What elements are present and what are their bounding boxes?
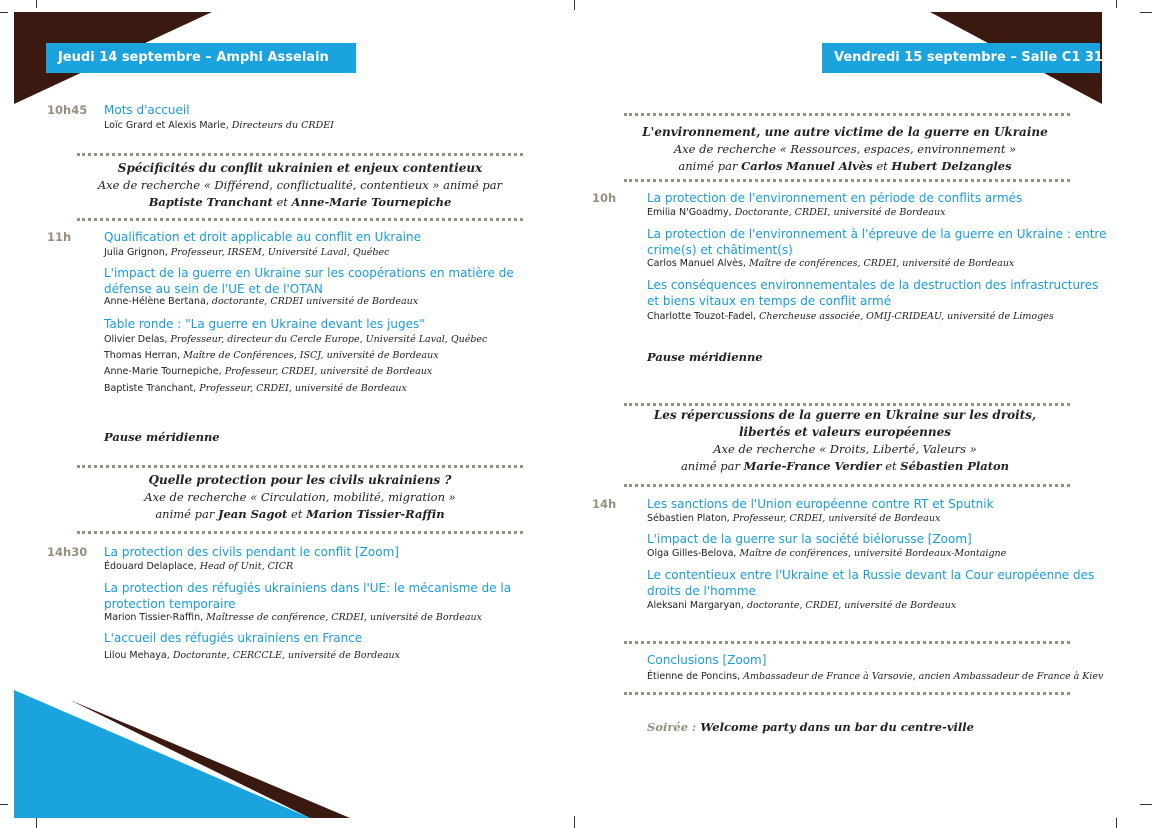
section-divider — [624, 484, 1070, 487]
lunch-break: Pause méridienne — [104, 430, 220, 444]
section-divider — [624, 179, 1070, 182]
time-slot: 11h — [47, 230, 72, 244]
speaker-line: Charlotte Touzot-Fadel, Chercheuse associée, OMIJ-CRIDEAU, université de Limoges — [647, 311, 1054, 322]
speaker-line: Julia Grignon, Professeur, IRSEM, Université Laval, Québec — [104, 247, 390, 258]
talk-title: Mots d'accueil — [104, 103, 190, 117]
talk-title: L'impact de la guerre sur la société biélorusse [Zoom] — [647, 532, 972, 546]
time-slot: 10h45 — [47, 103, 88, 117]
speaker-line: Anne-Hélène Bertana, doctorante, CRDEI université de Bordeaux — [104, 296, 419, 307]
speaker-line: Aleksani Margaryan, doctorante, CRDEI, université de Bordeaux — [647, 600, 957, 611]
talk-title: Conclusions [Zoom] — [647, 653, 767, 667]
speaker-line: Thomas Herran, Maître de Conférences, ISCJ, université de Bordeaux — [104, 350, 439, 361]
speaker-line: Édouard Delaplace, Head of Unit, CICR — [104, 561, 294, 572]
speaker-line: Carlos Manuel Alvès, Maître de conférences, CRDEI, université de Bordeaux — [647, 258, 1015, 269]
section-divider — [624, 692, 1070, 695]
speaker-line: Baptiste Tranchant, Professeur, CRDEI, université de Bordeaux — [104, 383, 407, 394]
speaker-line: Sébastien Platon, Professeur, CRDEI, université de Bordeaux — [647, 513, 941, 524]
talk-title: Le contentieux entre l'Ukraine et la Russie devant la Cour européenne des droits de l'homme — [647, 568, 1095, 598]
talk-title: La protection de l'environnement en période de conflits armés — [647, 191, 1023, 205]
speaker-line: Lilou Mehaya, Doctorante, CERCCLE, université de Bordeaux — [104, 650, 400, 661]
section-header: Les répercussions de la guerre en Ukraine sur les droits, libertés et valeurs européennes Axe de recherche « Droits, Liberté, Valeurs » animé par Marie-France Verdier et Sébastien Platon — [653, 408, 1037, 473]
day-banner-friday: Vendredi 15 septembre – Salle C1 316 — [822, 43, 1100, 73]
section-header: Spécificités du conflit ukrainien et enjeux contentieux Axe de recherche « Différend, conflictualité, contentieux » animé par Baptiste Tranchant et Anne-Marie Tournepiche — [97, 161, 503, 209]
section-header: L'environnement, une autre victime de la guerre en Ukraine Axe de recherche « Ressources, espaces, environnement » animé par Carlos Manuel Alvès et Hubert Delzangles — [642, 125, 1048, 173]
talk-title: Table ronde : "La guerre en Ukraine devant les juges" — [104, 317, 425, 331]
talk-title: L'accueil des réfugiés ukrainiens en France — [104, 631, 363, 645]
section-divider — [77, 153, 523, 156]
talk-title: Qualification et droit applicable au conflit en Ukraine — [104, 230, 421, 244]
section-divider — [624, 403, 1070, 406]
talk-title: L'impact de la guerre en Ukraine sur les coopérations en matière de défense au sein de l'UE et de l'OTAN — [104, 266, 514, 296]
day-banner-thursday: Jeudi 14 septembre – Amphi Asselain — [46, 43, 356, 73]
speaker-line: Olivier Delas, Professeur, directeur du Cercle Europe, Université Laval, Québec — [104, 334, 488, 345]
section-divider — [624, 641, 1070, 644]
talk-title: La protection des réfugiés ukrainiens dans l'UE: le mécanisme de la protection temporaire — [104, 581, 512, 611]
time-slot: 14h30 — [47, 545, 88, 559]
lunch-break: Pause méridienne — [647, 350, 763, 364]
talk-title: Les conséquences environnementales de la destruction des infrastructures et biens vitaux en temps de conflit armé — [647, 278, 1099, 308]
speaker-line: Anne-Marie Tournepiche, Professeur, CRDEI, université de Bordeaux — [104, 366, 433, 377]
speaker-line: Marion Tissier-Raffin, Maîtresse de conférence, CRDEI, université de Bordeaux — [104, 612, 482, 623]
time-slot: 14h — [592, 497, 617, 511]
speaker-line: Loïc Grard et Alexis Marie, Directeurs du CRDEI — [104, 120, 334, 131]
section-divider — [77, 465, 523, 468]
evening-event: Soirée : Welcome party dans un bar du centre-ville — [647, 720, 974, 734]
talk-title: La protection de l'environnement à l'épreuve de la guerre en Ukraine : entre crime(s) et châtiment(s) — [647, 227, 1107, 257]
section-header: Quelle protection pour les civils ukrainiens ? Axe de recherche « Circulation, mobilité, migration » animé par Jean Sagot et Marion Tissier-Raffin — [144, 473, 456, 521]
section-divider — [77, 531, 523, 534]
speaker-line: Étienne de Poncins, Ambassadeur de France à Varsovie, ancien Ambassadeur de France à Kiev — [647, 671, 1104, 682]
time-slot: 10h — [592, 191, 617, 205]
section-divider — [77, 218, 523, 221]
section-divider — [624, 113, 1070, 116]
talk-title: Les sanctions de l'Union européenne contre RT et Sputnik — [647, 497, 994, 511]
speaker-line: Olga Gilles-Belova, Maître de conférences, université Bordeaux-Montaigne — [647, 548, 1007, 559]
talk-title: La protection des civils pendant le conflit [Zoom] — [104, 545, 399, 559]
speaker-line: Emilia N'Goadmy, Doctorante, CRDEI, université de Bordeaux — [647, 207, 946, 218]
